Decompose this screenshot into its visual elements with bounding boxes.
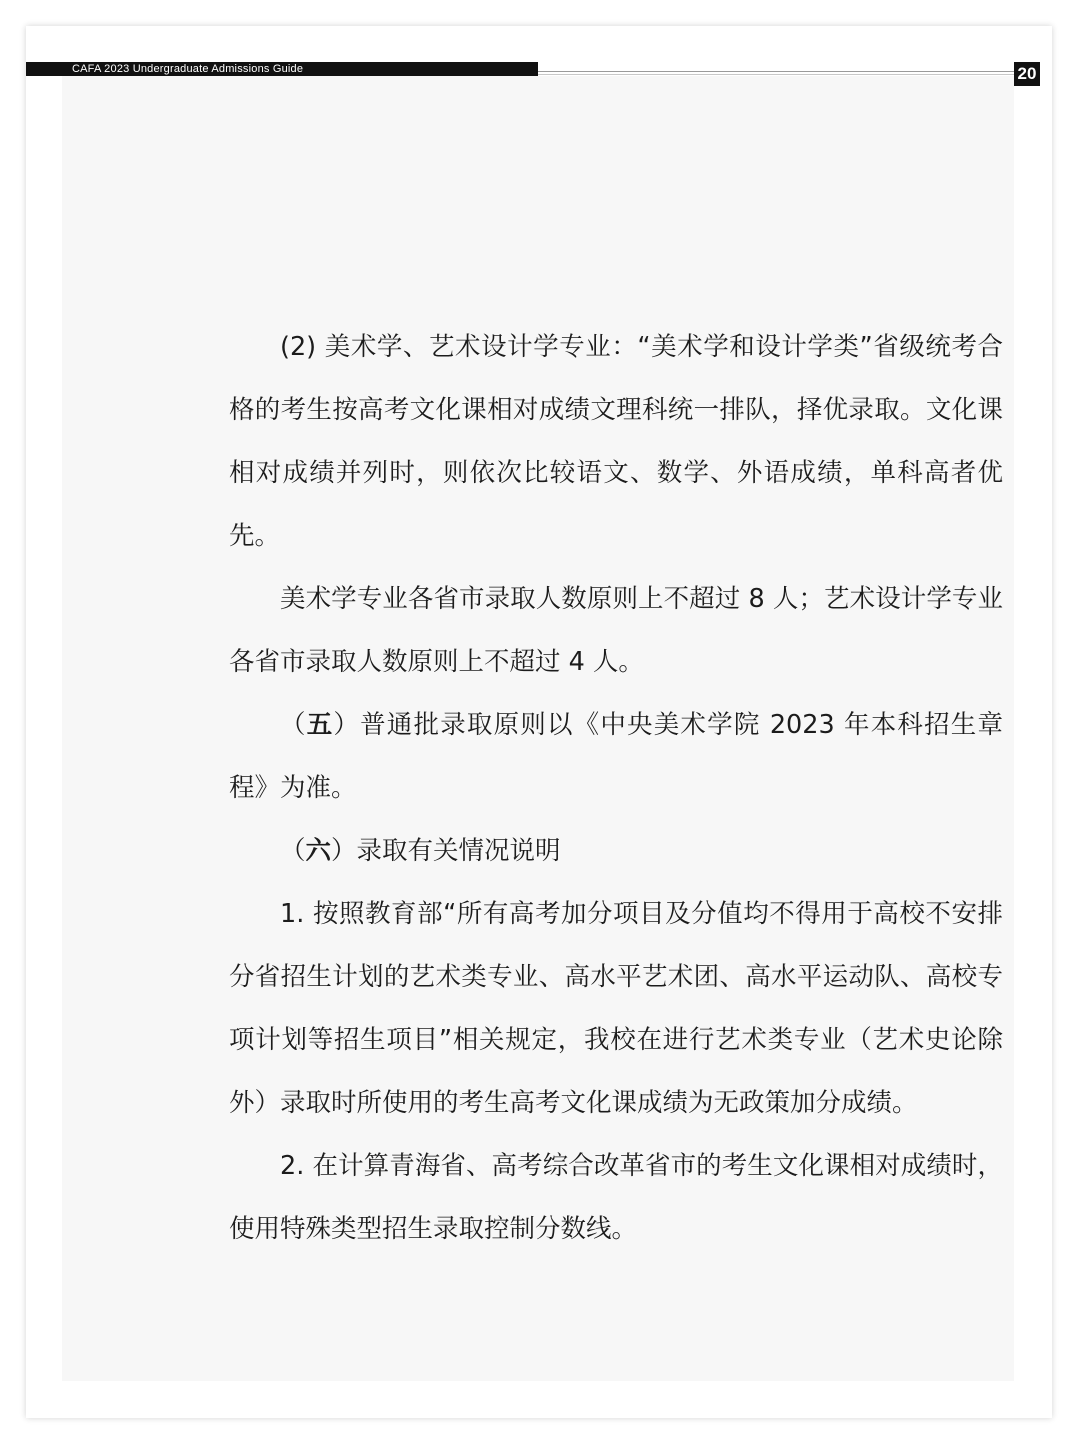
section-open-paren: （ [280, 710, 307, 740]
paragraph-item-1: 1. 按照教育部“所有高考加分项目及分值均不得用于高校不安排分省招生计划的艺术类专业、高水平艺术团、高水平运动队、高校专项计划等招生项目”相关规定，我校在进行艺术类专业（艺术史论除外）录取时所使用的考生高考文化课成绩为无政策加分成绩。 [229, 899, 1003, 1118]
section-six-title: 录取有关情况说明 [356, 836, 561, 866]
paragraph-quota: 美术学专业各省市录取人数原则上不超过 8 人；艺术设计学专业各省市录取人数原则上不超过 4 人。 [229, 584, 1003, 677]
paragraph-art-design-admission: (2) 美术学、艺术设计学专业：“美术学和设计学类”省级统考合格的考生按高考文化课相对成绩文理科统一排队，择优录取。文化课相对成绩并列时，则依次比较语文、数学、外语成绩，单科高者优先。 [229, 332, 1003, 551]
section-close-paren: ） [331, 836, 357, 866]
section-five-text: 普通批录取原则以《中央美术学院 2023 年本科招生章程》为准。 [229, 710, 1003, 803]
section-close-paren: ） [333, 710, 361, 740]
section-number-five: 五 [306, 710, 334, 740]
paragraph-section-five [229, 694, 1003, 820]
paragraph-item-2: 2. 在计算青海省、高考综合改革省市的考生文化课相对成绩时，使用特殊类型招生录取控制分数线。 [229, 1151, 1003, 1244]
page-number: 20 [1014, 62, 1040, 86]
section-open-paren: （ [280, 836, 306, 866]
paragraph-section-six [229, 820, 1003, 883]
header-rule-secondary [538, 74, 1014, 75]
section-number-six: 六 [305, 836, 332, 866]
header-rule [538, 71, 1014, 72]
body-text [229, 316, 1003, 1261]
header-title: CAFA 2023 Undergraduate Admissions Guide [72, 63, 304, 75]
